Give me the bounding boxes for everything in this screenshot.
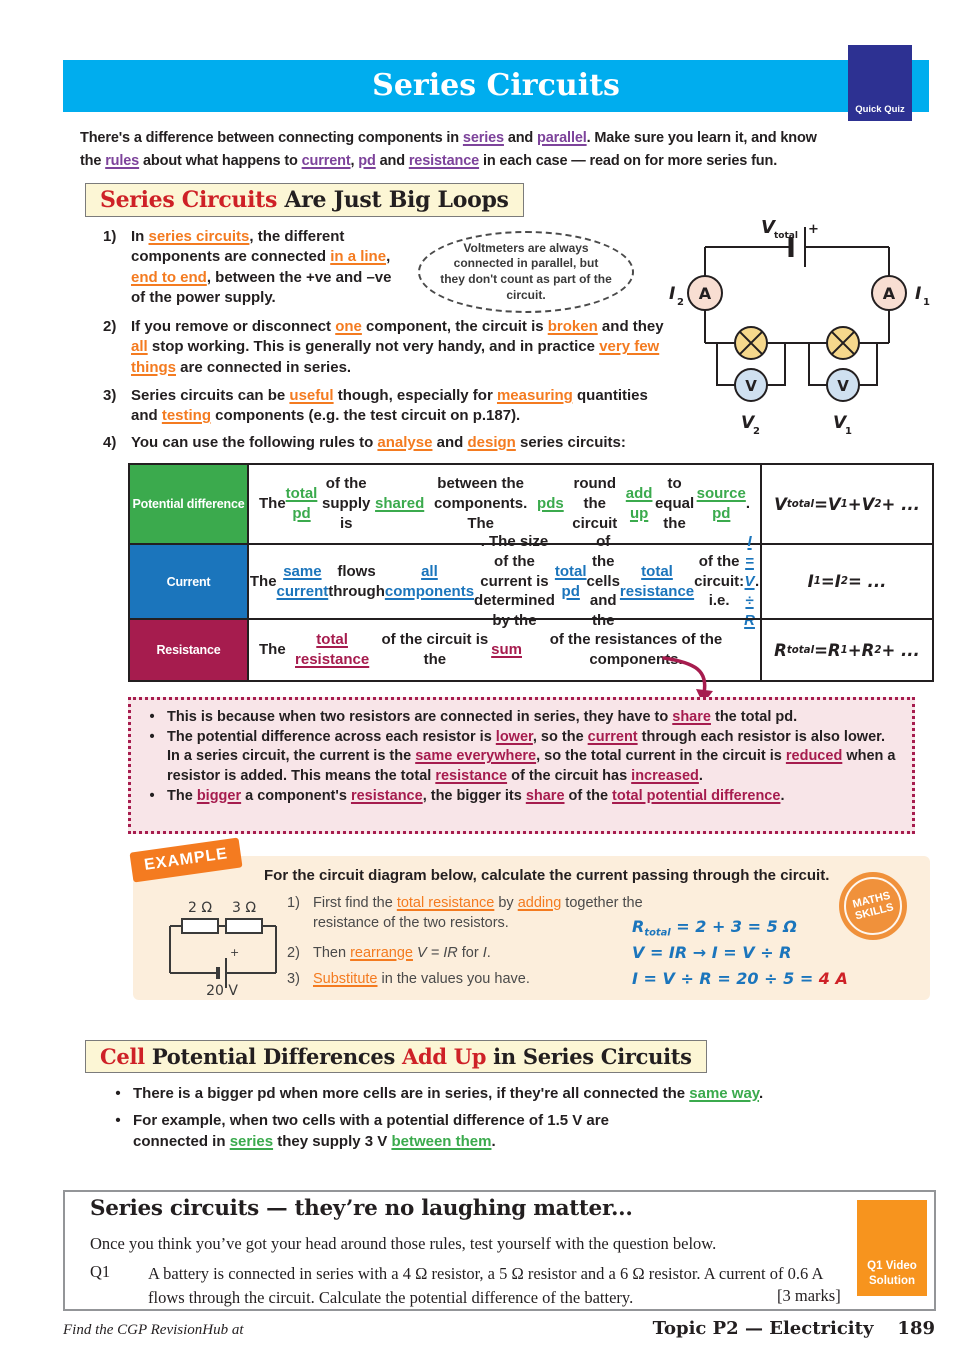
table-row-label-pd: Potential difference xyxy=(130,465,247,543)
notes-bullet-1 xyxy=(137,708,898,728)
step-number: 1) xyxy=(287,895,300,911)
v1-label xyxy=(833,413,852,437)
footer-page-number: 189 xyxy=(897,1318,935,1339)
intro-line-1: There's a difference between connecting components in series and parallel. Make sure you learn it, and know xyxy=(80,130,817,146)
svg-text:A: A xyxy=(882,284,896,303)
example-tag: EXAMPLE xyxy=(129,837,242,882)
cells-bullet-2 xyxy=(103,1111,683,1152)
voltmeter-icon xyxy=(827,369,859,401)
i1-label xyxy=(915,284,930,308)
list-number: 4) xyxy=(103,434,117,451)
example-step-1 xyxy=(287,893,647,934)
voltmeter-margin-note: Voltmeters are always connected in parallel, but they don't count as part of the circuit. xyxy=(418,231,634,313)
cells-text: There is a bigger pd when more cells are in series, if they're all connected the same way. xyxy=(133,1085,764,1102)
svg-text:total: total xyxy=(774,231,798,241)
svg-text:+: + xyxy=(808,222,819,237)
question-text: A battery is connected in series with a 4 Ω resistor, a 5 Ω resistor and a 6 Ω resistor. A current of 0.6 A flows through the circuit. Calculate the potential difference of the battery. xyxy=(148,1264,823,1307)
list-item-3 xyxy=(103,386,665,427)
svg-text:I: I xyxy=(669,284,676,304)
quick-quiz-tab[interactable]: Quick Quiz xyxy=(848,45,912,121)
step-text: First find the total resistance by adding together the resistance of the two resistors. xyxy=(313,895,643,932)
resistor-icon xyxy=(226,900,262,933)
i2-label xyxy=(669,284,684,308)
bullet-icon: • xyxy=(149,787,155,804)
step-text: Substitute in the values you have. xyxy=(313,971,530,987)
notes-text: The potential difference across each resistor is lower, so the current through each resistor is also lower. In a series circuit, the current is the same everywhere, so the total current in the circuit is reduced when a resistor is added. This means the total resistance of the circuit has increased. xyxy=(167,728,896,785)
section-heading-cells: Cell Potential Differences Add Up in Series Circuits xyxy=(85,1040,707,1073)
bullet-icon: • xyxy=(115,1085,121,1102)
svg-text:2: 2 xyxy=(677,297,684,308)
example-step-3 xyxy=(287,969,647,989)
list-text: In series circuits, the different components are connected in a line, end to end, between the +ve and –ve of the power supply. xyxy=(131,228,392,306)
page-title: Series Circuits xyxy=(372,68,620,103)
example-step-2 xyxy=(287,943,647,963)
svg-text:2: 2 xyxy=(753,426,760,437)
footer-topic-label: Topic P2 — Electricity xyxy=(652,1318,874,1339)
lamp-icon xyxy=(827,327,859,359)
voltmeter-icon xyxy=(735,369,767,401)
svg-text:1: 1 xyxy=(923,297,930,308)
svg-text:20 V: 20 V xyxy=(206,983,238,998)
svg-text:I: I xyxy=(915,284,922,304)
q1-video-solution-tab[interactable]: Q1 Video Solution xyxy=(857,1200,927,1296)
svg-text:A: A xyxy=(698,284,712,303)
svg-text:V: V xyxy=(833,413,847,433)
rules-table xyxy=(128,463,934,682)
list-item-2 xyxy=(103,317,665,378)
v-total-label xyxy=(761,217,819,241)
intro-paragraph xyxy=(80,127,817,173)
ammeter-icon xyxy=(872,276,906,310)
v2-label xyxy=(741,413,760,437)
list-text: You can use the following rules to analyse and design series circuits: xyxy=(131,434,626,451)
table-cell-current-desc: The same current flows through all components . The size of the current is determined by the total pd of the cells and the total resistance of the circuit: i.e. I = V ÷ R . xyxy=(247,543,760,618)
resistor-icon xyxy=(182,900,218,933)
bullet-icon: • xyxy=(149,709,155,725)
table-cell-pd-formula: V total = V 1 + V 2 + ... xyxy=(760,465,932,543)
ammeter-icon xyxy=(688,276,722,310)
notes-text: The bigger a component's resistance, the bigger its share of the total potential difference. xyxy=(167,787,785,804)
list-text: Series circuits can be useful though, especially for measuring quantities and testing components (e.g. the test circuit on p.187). xyxy=(131,387,648,425)
example-working-3: I = V ÷ R = 20 ÷ 5 = 4 A xyxy=(632,969,848,988)
question-marks: [3 marks] xyxy=(777,1286,841,1305)
svg-text:1: 1 xyxy=(845,426,852,437)
question-row xyxy=(90,1262,848,1310)
example-circuit-diagram xyxy=(158,888,288,998)
circuit-wires xyxy=(705,247,889,385)
svg-text:3 Ω: 3 Ω xyxy=(231,900,257,916)
list-number: 3) xyxy=(103,387,117,404)
table-row-label-current: Current xyxy=(130,543,247,618)
notes-box xyxy=(128,697,915,834)
notes-bullet-3 xyxy=(137,787,898,807)
list-item-1 xyxy=(103,227,408,308)
intro-line-2: the rules about what happens to current, pd and resistance in each case — read on for more series fun. xyxy=(80,153,778,170)
table-cell-pd-desc: The total pd of the supply is shared between the components. The pds round the circuit add up to equal the source pd . xyxy=(247,465,760,543)
svg-text:+: + xyxy=(230,946,240,959)
notes-text: This is because when two resistors are connected in series, they have to share the total pd. xyxy=(167,709,798,725)
svg-text:V: V xyxy=(741,413,755,433)
step-number: 2) xyxy=(287,945,300,961)
example-title: For the circuit diagram below, calculate the current passing through the circuit. xyxy=(264,867,830,884)
page-title-bar xyxy=(63,60,929,112)
stamp-label: MATHS SKILLS xyxy=(851,889,895,923)
example-working-1: $R_{total} = 2 + 3 = 5$ Ω xyxy=(632,917,797,939)
table-cell-resistance-formula: R total = R 1 + R 2 + ... xyxy=(760,618,932,680)
list-number: 2) xyxy=(103,318,117,335)
bullet-icon: • xyxy=(115,1112,121,1129)
maths-skills-stamp xyxy=(839,872,907,940)
bullet-icon: • xyxy=(149,728,155,745)
list-number: 1) xyxy=(103,228,117,245)
list-item-4 xyxy=(103,433,728,453)
svg-text:V: V xyxy=(837,377,849,395)
table-cell-current-formula: I 1 = I 2 = ... xyxy=(760,543,932,618)
table-cell-resistance-desc: The total resistance of the circuit is the sum of the resistances of the components. xyxy=(247,618,760,680)
question-label: Q1 xyxy=(90,1262,111,1281)
step-text: Then rearrange V = IR for I. xyxy=(313,945,491,961)
lamp-icon xyxy=(735,327,767,359)
summary-intro: Once you think you’ve got your head around those rules, test yourself with the question below. xyxy=(90,1234,717,1253)
cells-text: For example, when two cells with a potential difference of 1.5 V are connected in series they supply 3 V between them. xyxy=(133,1112,609,1150)
summary-heading: Series circuits — they’re no laughing matter... xyxy=(90,1196,633,1221)
svg-text:V: V xyxy=(761,217,775,238)
table-row-label-resistance: Resistance xyxy=(130,618,247,680)
svg-text:V: V xyxy=(745,377,757,395)
footer-revisionhub-note: Find the CGP RevisionHub at xyxy=(63,1322,244,1338)
section-heading-loops: Series Circuits Are Just Big Loops xyxy=(85,183,524,217)
revision-summary-box xyxy=(63,1190,936,1311)
example-working-2: V = IR → I = V ÷ R xyxy=(632,943,792,962)
cells-bullet-1 xyxy=(103,1084,933,1105)
svg-text:2 Ω: 2 Ω xyxy=(187,900,213,916)
list-text: If you remove or disconnect one component, the circuit is broken and they all stop working. This is generally not very handy, and in practice very few things are connected in series. xyxy=(131,318,664,376)
footer-topic xyxy=(653,1318,935,1339)
notes-bullet-2 xyxy=(137,728,898,787)
step-number: 3) xyxy=(287,971,300,987)
series-circuit-diagram xyxy=(653,205,953,440)
